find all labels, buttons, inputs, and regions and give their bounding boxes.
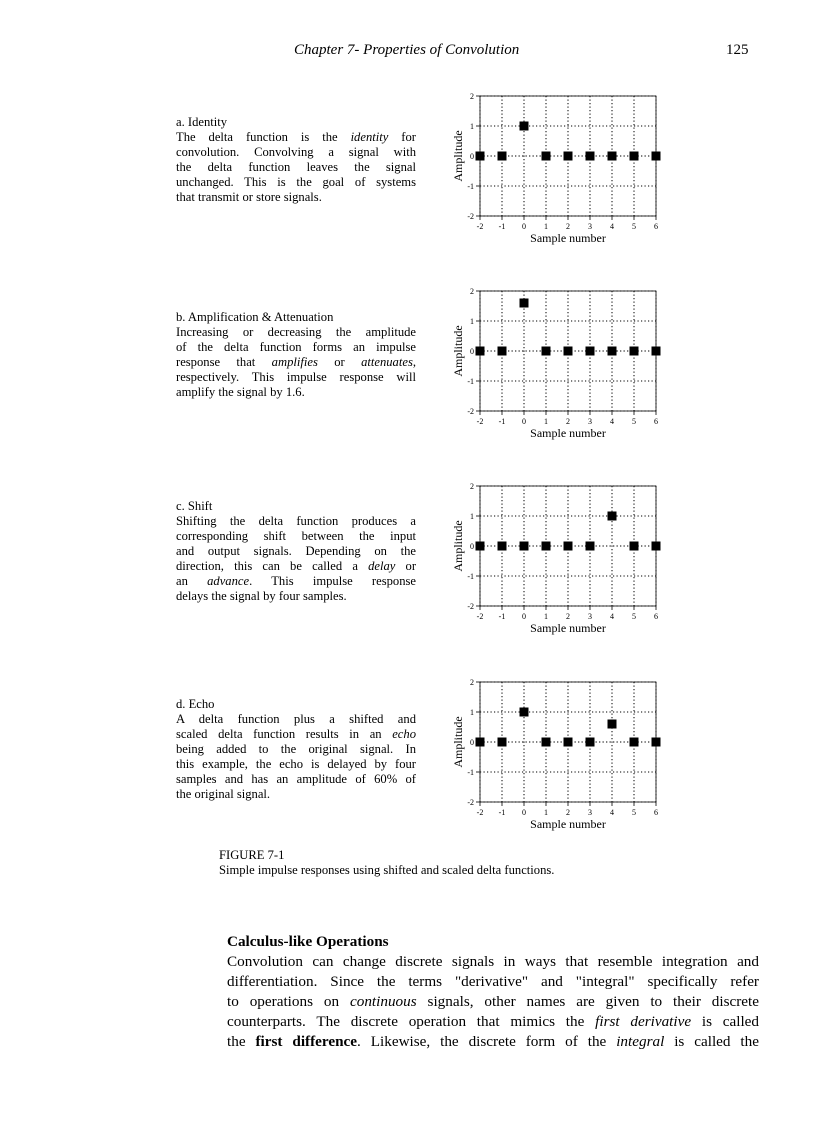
- data-point: [564, 542, 573, 551]
- text-run: Convolution can change discrete signals in ways that resemble integration and: [227, 953, 759, 970]
- page-header: [0, 42, 816, 64]
- text-run: response that: [176, 355, 272, 369]
- text-run: corresponding shift between the input: [176, 529, 416, 543]
- caption-line: [176, 757, 416, 772]
- italic-term: integral: [616, 1033, 665, 1050]
- panel-c-description: [176, 499, 416, 604]
- x-tick-label: -2: [476, 417, 484, 426]
- figure-label: FIGURE 7-1: [219, 848, 285, 862]
- section-body: [227, 952, 759, 1052]
- data-point: [476, 347, 485, 356]
- caption-line: [176, 499, 416, 514]
- body-line: [227, 1032, 759, 1052]
- y-tick-label: 1: [470, 708, 474, 717]
- caption-line: [176, 190, 416, 205]
- panel-a-description: [176, 115, 416, 205]
- x-tick-label: 6: [654, 612, 658, 621]
- text-run: signals, other names are given to their discrete: [416, 993, 760, 1010]
- text-run: d. Echo: [176, 697, 215, 711]
- x-tick-label: 4: [610, 612, 614, 621]
- text-run: samples and has an amplitude of 60% of: [176, 772, 416, 786]
- body-line: [227, 992, 759, 1012]
- x-tick-label: 2: [566, 612, 570, 621]
- x-tick-label: 5: [632, 808, 636, 817]
- body-line: [227, 972, 759, 992]
- data-point: [520, 122, 529, 131]
- figure-caption: [219, 848, 554, 878]
- x-tick-label: 0: [522, 808, 526, 817]
- y-tick-label: 2: [470, 287, 474, 296]
- x-tick-label: 2: [566, 808, 570, 817]
- y-tick-label: 2: [470, 482, 474, 491]
- text-run: or: [317, 355, 362, 369]
- text-run: the: [227, 1033, 256, 1050]
- x-tick-label: 3: [588, 222, 592, 231]
- text-run: c. Shift: [176, 499, 213, 513]
- text-run: delays the signal by four samples.: [176, 589, 347, 603]
- data-point: [586, 542, 595, 551]
- text-run: A delta function plus a shifted and: [176, 712, 416, 726]
- text-run: is called: [691, 1013, 759, 1030]
- y-tick-label: -1: [467, 572, 474, 581]
- caption-line: [176, 175, 416, 190]
- italic-term: first derivative: [595, 1013, 692, 1030]
- y-tick-label: 0: [470, 152, 474, 161]
- x-axis-label: Sample number: [530, 231, 606, 245]
- y-tick-label: -1: [467, 182, 474, 191]
- x-tick-label: 1: [544, 808, 548, 817]
- y-tick-label: 1: [470, 317, 474, 326]
- y-tick-label: 0: [470, 738, 474, 747]
- caption-line: [176, 787, 416, 802]
- x-tick-label: 5: [632, 417, 636, 426]
- caption-line: [176, 355, 416, 370]
- text-run: of the delta function forms an impulse: [176, 340, 416, 354]
- data-point: [608, 512, 617, 521]
- caption-line: [176, 712, 416, 727]
- x-tick-label: -1: [498, 612, 506, 621]
- text-run: . This impulse response: [249, 574, 416, 588]
- x-tick-label: 3: [588, 808, 592, 817]
- data-point: [608, 347, 617, 356]
- panel-d-description: [176, 697, 416, 802]
- data-point: [564, 152, 573, 161]
- data-point: [542, 347, 551, 356]
- x-tick-label: -1: [498, 808, 506, 817]
- y-tick-label: -1: [467, 377, 474, 386]
- text-run: for: [388, 130, 416, 144]
- caption-line: [176, 385, 416, 400]
- text-run: that transmit or store signals.: [176, 190, 322, 204]
- text-run: the delta function leaves the signal: [176, 160, 416, 174]
- caption-line: [176, 130, 416, 145]
- italic-term: identity: [350, 130, 389, 144]
- data-point: [564, 347, 573, 356]
- caption-line: [176, 727, 416, 742]
- x-tick-label: 3: [588, 612, 592, 621]
- caption-line: [176, 310, 416, 325]
- x-tick-label: -1: [498, 417, 506, 426]
- x-tick-label: 1: [544, 222, 548, 231]
- data-point: [652, 542, 661, 551]
- x-tick-label: 2: [566, 417, 570, 426]
- x-tick-label: 0: [522, 417, 526, 426]
- chart-svg: [440, 283, 680, 443]
- text-run: The delta function is the: [176, 130, 351, 144]
- data-point: [652, 347, 661, 356]
- italic-term: continuous: [349, 993, 417, 1010]
- x-tick-label: 0: [522, 612, 526, 621]
- caption-line: [176, 559, 416, 574]
- caption-line: [176, 514, 416, 529]
- running-title: Chapter 7- Properties of Convolution: [294, 42, 520, 58]
- text-run: is called the: [664, 1033, 759, 1050]
- data-point: [542, 152, 551, 161]
- italic-term: amplifies: [271, 355, 318, 369]
- x-tick-label: -2: [476, 612, 484, 621]
- body-line: [227, 952, 759, 972]
- caption-line: [176, 340, 416, 355]
- data-point: [630, 738, 639, 747]
- chart-identity: [440, 88, 680, 248]
- x-tick-label: 6: [654, 808, 658, 817]
- chart-svg: [440, 88, 680, 248]
- caption-line: [176, 589, 416, 604]
- x-tick-label: 0: [522, 222, 526, 231]
- chart-amplification: [440, 283, 680, 443]
- y-tick-label: -2: [467, 798, 474, 807]
- data-point: [630, 347, 639, 356]
- y-axis-label: Amplitude: [451, 325, 465, 377]
- x-axis-label: Sample number: [530, 621, 606, 635]
- y-tick-label: 1: [470, 122, 474, 131]
- text-run: scaled delta function results in an: [176, 727, 393, 741]
- x-tick-label: -2: [476, 222, 484, 231]
- data-point: [520, 299, 529, 308]
- caption-line: [176, 325, 416, 340]
- chart-svg: [440, 478, 680, 638]
- y-axis-label: Amplitude: [451, 130, 465, 182]
- data-point: [586, 347, 595, 356]
- x-tick-label: 6: [654, 417, 658, 426]
- chart-echo: [440, 674, 680, 834]
- data-point: [608, 720, 617, 729]
- text-run: b. Amplification & Attenuation: [176, 310, 334, 324]
- caption-line: [176, 370, 416, 385]
- text-run: ,: [412, 355, 416, 369]
- text-run: or: [395, 559, 417, 573]
- y-tick-label: -2: [467, 407, 474, 416]
- text-run: and output signals. Depending on the: [176, 544, 416, 558]
- x-tick-label: 4: [610, 417, 614, 426]
- y-tick-label: 2: [470, 678, 474, 687]
- x-tick-label: 2: [566, 222, 570, 231]
- text-run: unchanged. This is the goal of systems: [176, 175, 416, 189]
- x-axis-label: Sample number: [530, 817, 606, 831]
- data-point: [498, 347, 507, 356]
- x-tick-label: 1: [544, 417, 548, 426]
- y-axis-label: Amplitude: [451, 716, 465, 768]
- data-point: [564, 738, 573, 747]
- caption-line: [176, 115, 416, 130]
- page-number: 125: [726, 42, 749, 58]
- x-tick-label: 5: [632, 222, 636, 231]
- section-heading: Calculus-like Operations: [227, 933, 389, 950]
- italic-term: delay: [368, 559, 396, 573]
- chart-svg: [440, 674, 680, 834]
- caption-line: [176, 772, 416, 787]
- y-tick-label: -2: [467, 602, 474, 611]
- text-run: this example, the echo is delayed by four: [176, 757, 416, 771]
- data-point: [630, 152, 639, 161]
- italic-term: attenuates: [361, 355, 413, 369]
- text-run: amplify the signal by 1.6.: [176, 385, 305, 399]
- caption-line: [176, 697, 416, 712]
- data-point: [586, 152, 595, 161]
- text-run: Shifting the delta function produces a: [176, 514, 416, 528]
- caption-line: [176, 544, 416, 559]
- x-tick-label: 5: [632, 612, 636, 621]
- x-tick-label: 4: [610, 222, 614, 231]
- caption-line: [176, 574, 416, 589]
- text-run: an: [176, 574, 208, 588]
- italic-term: echo: [392, 727, 416, 741]
- data-point: [542, 542, 551, 551]
- section-calculus-like-operations: [227, 932, 759, 1052]
- chart-shift: [440, 478, 680, 638]
- data-point: [652, 738, 661, 747]
- x-tick-label: 1: [544, 612, 548, 621]
- data-point: [520, 542, 529, 551]
- text-run: direction, this can be called a: [176, 559, 369, 573]
- y-axis-label: Amplitude: [451, 520, 465, 572]
- data-point: [498, 738, 507, 747]
- text-run: . Likewise, the discrete form of the: [357, 1033, 617, 1050]
- y-tick-label: 0: [470, 542, 474, 551]
- data-point: [498, 152, 507, 161]
- data-point: [608, 152, 617, 161]
- x-tick-label: 6: [654, 222, 658, 231]
- y-tick-label: 1: [470, 512, 474, 521]
- caption-line: [176, 145, 416, 160]
- y-tick-label: -2: [467, 212, 474, 221]
- data-point: [476, 152, 485, 161]
- x-tick-label: 3: [588, 417, 592, 426]
- data-point: [542, 738, 551, 747]
- data-point: [520, 708, 529, 717]
- y-tick-label: 2: [470, 92, 474, 101]
- text-run: Increasing or decreasing the amplitude: [176, 325, 416, 339]
- text-run: convolution. Convolving a signal with: [176, 145, 416, 159]
- data-point: [476, 738, 485, 747]
- data-point: [498, 542, 507, 551]
- text-run: to operations on: [227, 993, 350, 1010]
- y-tick-label: -1: [467, 768, 474, 777]
- figure-caption-text: Simple impulse responses using shifted and scaled delta functions.: [219, 863, 555, 877]
- text-run: counterparts. The discrete operation that mimics the: [227, 1013, 596, 1030]
- body-line: [227, 1012, 759, 1032]
- italic-term: advance: [207, 574, 250, 588]
- bold-term: first difference: [255, 1033, 358, 1050]
- text-run: respectively. This impulse response will: [176, 370, 416, 384]
- text-run: a. Identity: [176, 115, 228, 129]
- panel-b-description: [176, 310, 416, 400]
- data-point: [476, 542, 485, 551]
- data-point: [586, 738, 595, 747]
- data-point: [630, 542, 639, 551]
- x-tick-label: 4: [610, 808, 614, 817]
- caption-line: [176, 160, 416, 175]
- caption-line: [176, 529, 416, 544]
- text-run: the original signal.: [176, 787, 271, 801]
- text-run: differentiation. Since the terms "derivative" and "integral" specifically refer: [227, 973, 759, 990]
- x-axis-label: Sample number: [530, 426, 606, 440]
- x-tick-label: -2: [476, 808, 484, 817]
- x-tick-label: -1: [498, 222, 506, 231]
- data-point: [652, 152, 661, 161]
- text-run: being added to the original signal. In: [176, 742, 416, 756]
- caption-line: [176, 742, 416, 757]
- y-tick-label: 0: [470, 347, 474, 356]
